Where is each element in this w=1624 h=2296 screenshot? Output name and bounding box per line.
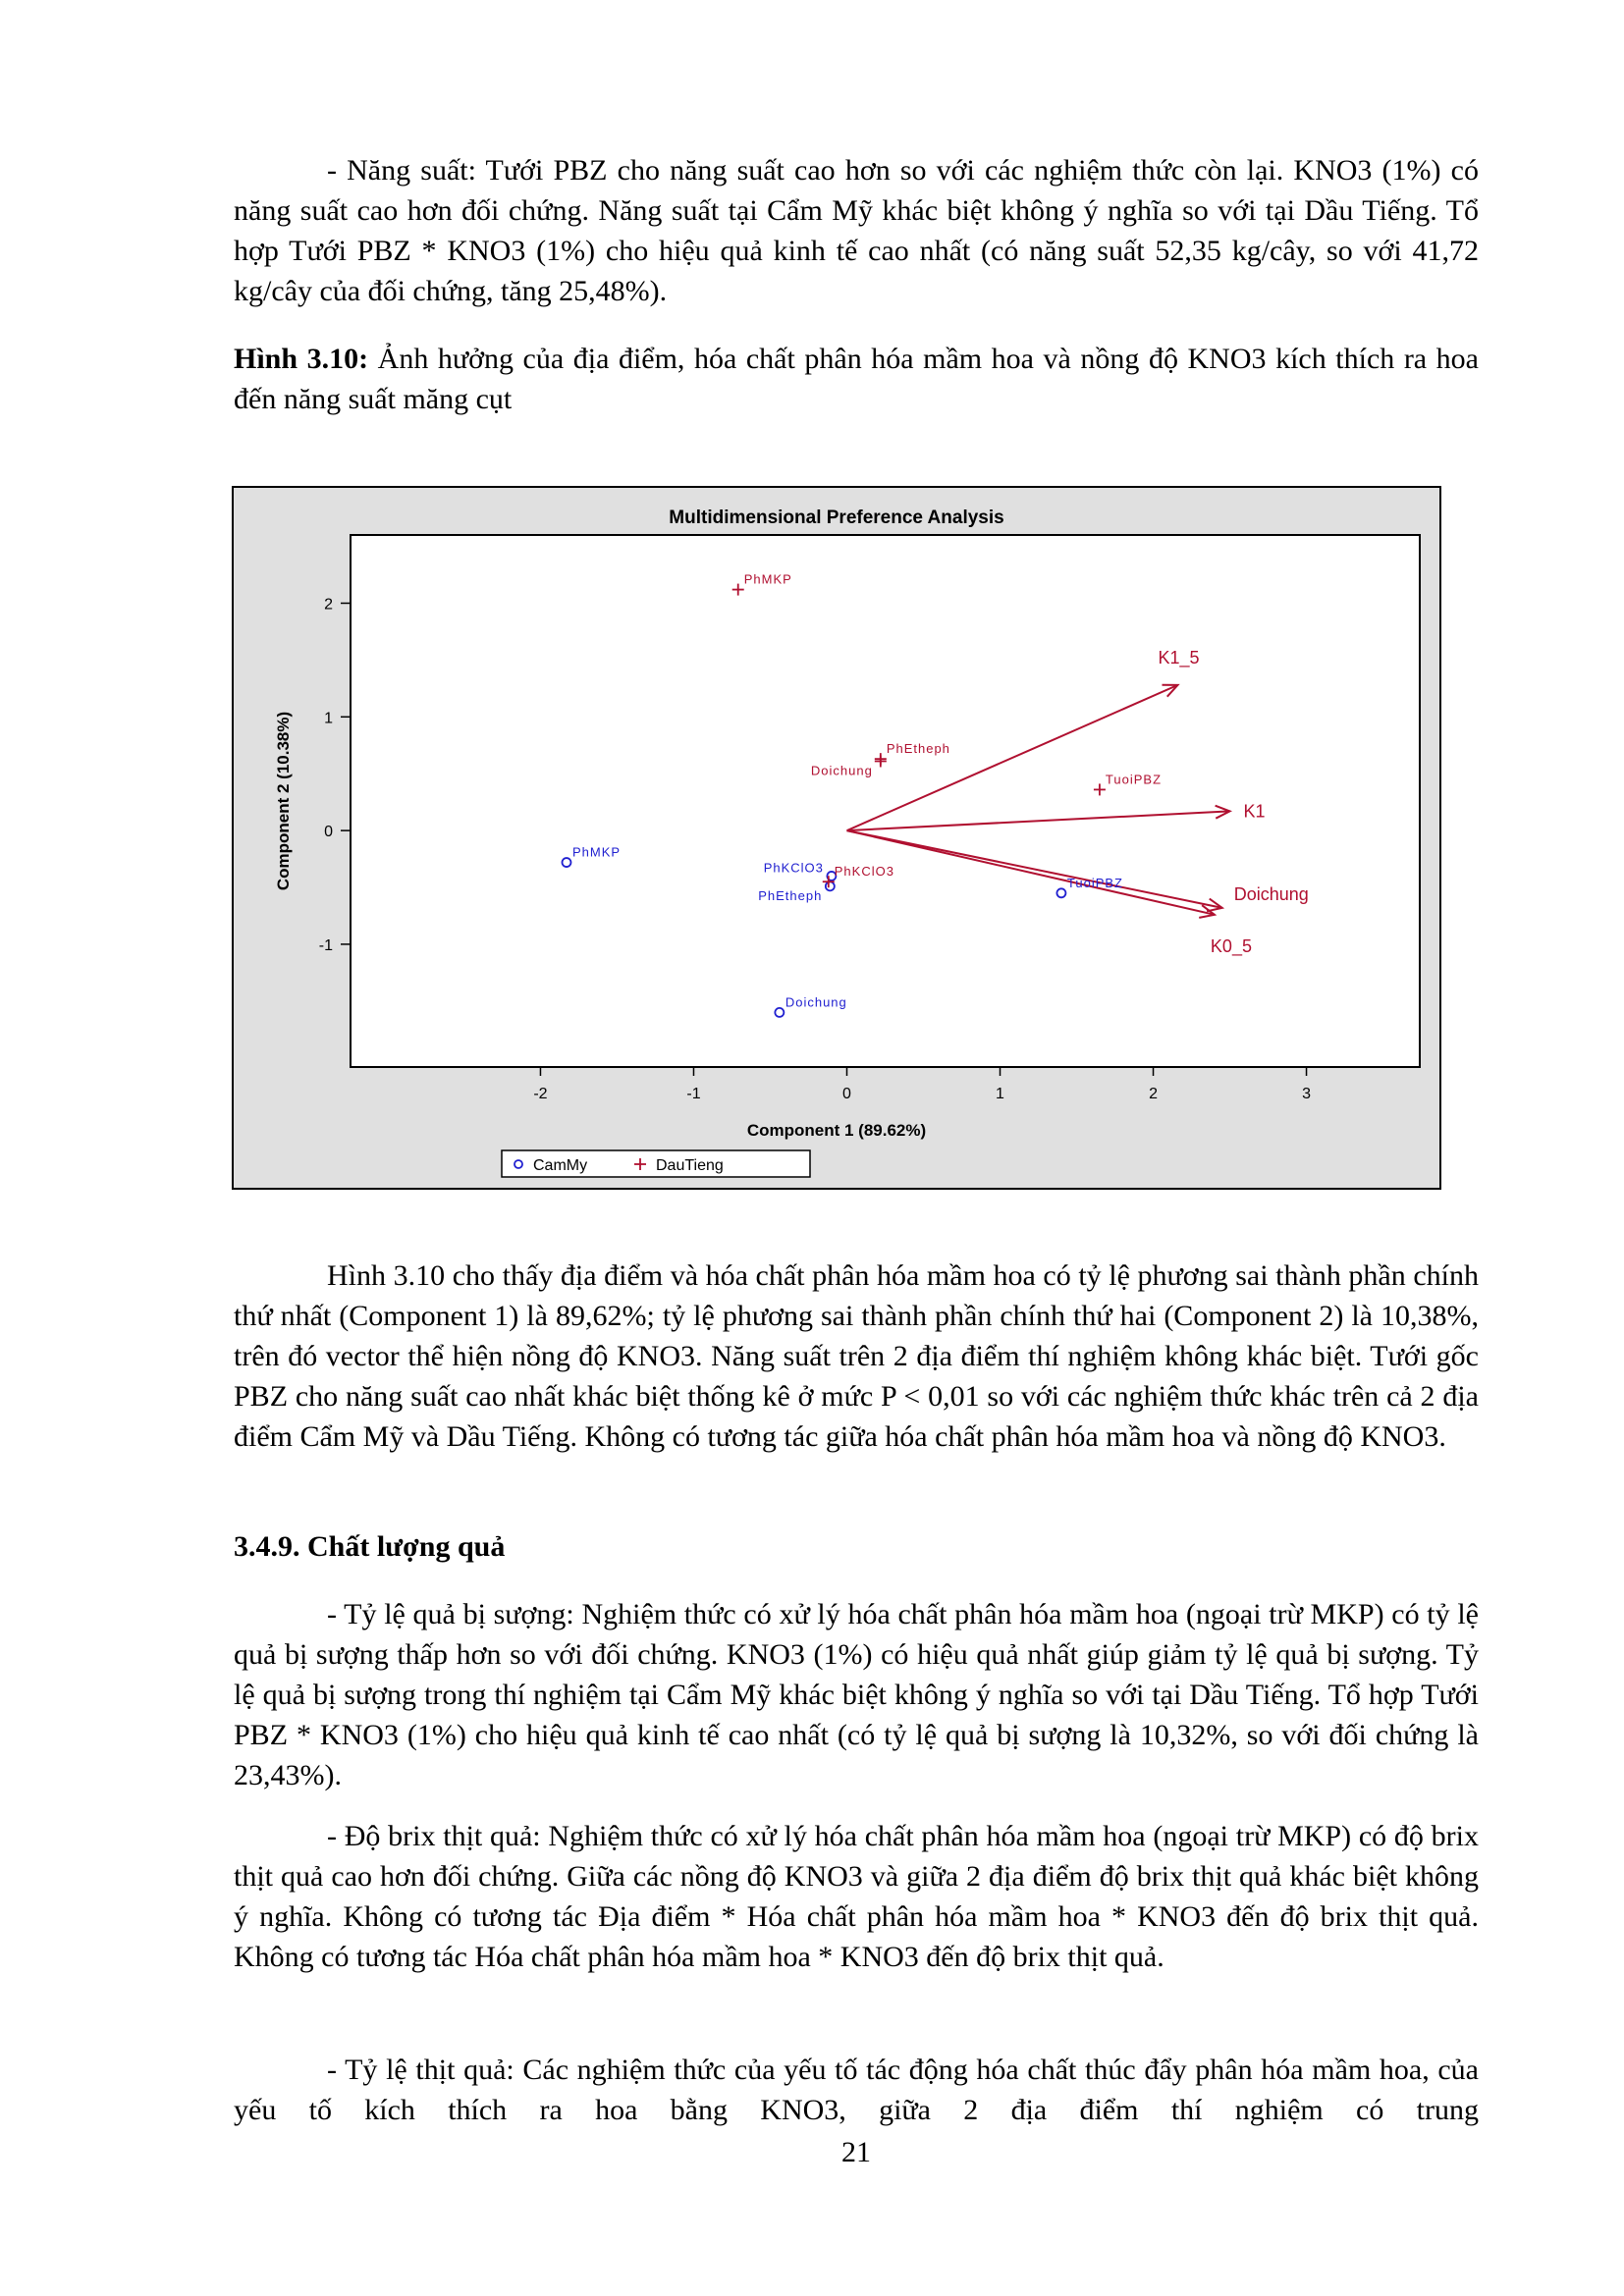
x-tick-label: 0 [842, 1086, 851, 1102]
y-tick-label: 0 [324, 824, 333, 841]
y-tick-label: 2 [324, 596, 333, 614]
figure-caption-text: Ảnh hưởng của địa điểm, hóa chất phân hóa mầm hoa và nồng độ KNO3 kích thích ra hoa đến năng suất măng cụt [234, 343, 1479, 415]
point-label: PhMKP [743, 571, 792, 587]
point-label: PhEtheph [886, 741, 950, 757]
figure-caption-label: Hình 3.10: [234, 343, 369, 375]
legend [502, 1150, 810, 1177]
y-tick-label: -1 [318, 936, 333, 954]
paragraph-flesh-rate: - Tỷ lệ thịt quả: Các nghiệm thức của yếu tố tác động hóa chất thúc đẩy phân hóa mầm hoa, của yếu tố kích thích ra hoa bằng KNO3, giữa 2 địa điểm thí nghiệm có trung [234, 2054, 1479, 2126]
section-heading: 3.4.9. Chất lượng quả [234, 1530, 506, 1563]
x-tick-label: 1 [996, 1086, 1004, 1102]
x-tick-label: 3 [1302, 1086, 1312, 1102]
x-axis-label: Component 1 (89.62%) [746, 1121, 927, 1140]
paragraph-fruit-rate: - Tỷ lệ quả bị sượng: Nghiệm thức có xử lý hóa chất phân hóa mầm hoa (ngoại trừ MKP) có tỷ lệ quả bị sượng thấp hơn so với đối chứng. KNO3 (1%) có hiệu quả nhất giúp giảm tỷ lệ quả bị sượng. Tỷ lệ quả bị sượng trong thí nghiệm tại Cẩm Mỹ khác biệt không ý nghĩa so với tại Dầu Tiếng. Tổ hợp Tưới PBZ * KNO3 (1%) cho hiệu quả kinh tế cao nhất (có tỷ lệ quả bị sượng là 10,32%, so với đối chứng là 23,43%). [234, 1598, 1479, 1791]
legend-label-cammy: CamMy [533, 1157, 588, 1174]
vector-label: K1_5 [1158, 647, 1200, 667]
point-label: Doichung [810, 763, 873, 778]
y-tick-label: 1 [324, 710, 333, 727]
vector-label: K1 [1243, 801, 1266, 822]
chart-title: Multidimensional Preference Analysis [669, 507, 1004, 528]
point-label: Doichung [785, 994, 847, 1010]
paragraph-brix: - Độ brix thịt quả: Nghiệm thức có xử lý hóa chất phân hóa mầm hoa (ngoại trừ MKP) có độ brix thịt quả cao hơn đối chứng. Giữa các nồng độ KNO3 và giữa 2 địa điểm độ brix thịt quả khác biệt không ý nghĩa. Không có tương tác Địa điểm * Hóa chất phân hóa mầm hoa * KNO3 đến độ brix thịt quả. Không có tương tác Hóa chất phân hóa mầm hoa * KNO3 đến độ brix thịt quả. [234, 1820, 1479, 1973]
legend-label-dautieng: DauTieng [656, 1157, 724, 1174]
paragraph-figure-discussion: Hình 3.10 cho thấy địa điểm và hóa chất phân hóa mầm hoa có tỷ lệ phương sai thành phần chính thứ nhất (Component 1) là 89,62%; tỷ lệ phương sai thành phần chính thứ hai (Component 2) là 10,38%, trên đó vector thể hiện nồng độ KNO3. Năng suất trên 2 địa điểm thí nghiệm không khác biệt. Tưới gốc PBZ cho năng suất cao nhất khác biệt thống kê ở mức P < 0,01 so với các nghiệm thức khác trên cả 2 địa điểm Cẩm Mỹ và Dầu Tiếng. Không có tương tác giữa hóa chất phân hóa mầm hoa và nồng độ KNO3. [234, 1259, 1479, 1453]
point-label: PhEtheph [758, 887, 823, 903]
figure-caption [234, 339, 1479, 419]
y-axis-label: Component 2 (10.38%) [274, 711, 293, 891]
x-tick-label: -1 [686, 1086, 701, 1102]
mdpref-chart [232, 486, 1441, 1190]
x-tick-label: 2 [1149, 1086, 1158, 1102]
point-label: TuoiPBZ [1105, 772, 1163, 787]
point-label: PhKClO3 [834, 864, 894, 880]
vector-label: Doichung [1233, 883, 1309, 904]
paragraph-yield: - Năng suất: Tưới PBZ cho năng suất cao hơn so với các nghiệm thức còn lại. KNO3 (1%) có năng suất cao hơn đối chứng. Năng suất tại Cẩm Mỹ khác biệt không ý nghĩa so với tại Dầu Tiếng. Tổ hợp Tưới PBZ * KNO3 (1%) cho hiệu quả kinh tế cao nhất (có năng suất 52,35 kg/cây, so với 41,72 kg/cây của đối chứng, tăng 25,48%). [234, 154, 1479, 307]
point-label: PhMKP [571, 844, 622, 860]
x-tick-label: -2 [533, 1086, 548, 1102]
chart-svg [232, 486, 1441, 1190]
page-number: 21 [841, 2136, 871, 2168]
vector-label: K0_5 [1210, 935, 1252, 956]
point-label: PhKClO3 [763, 860, 824, 876]
point-label: TuoiPBZ [1066, 875, 1124, 890]
